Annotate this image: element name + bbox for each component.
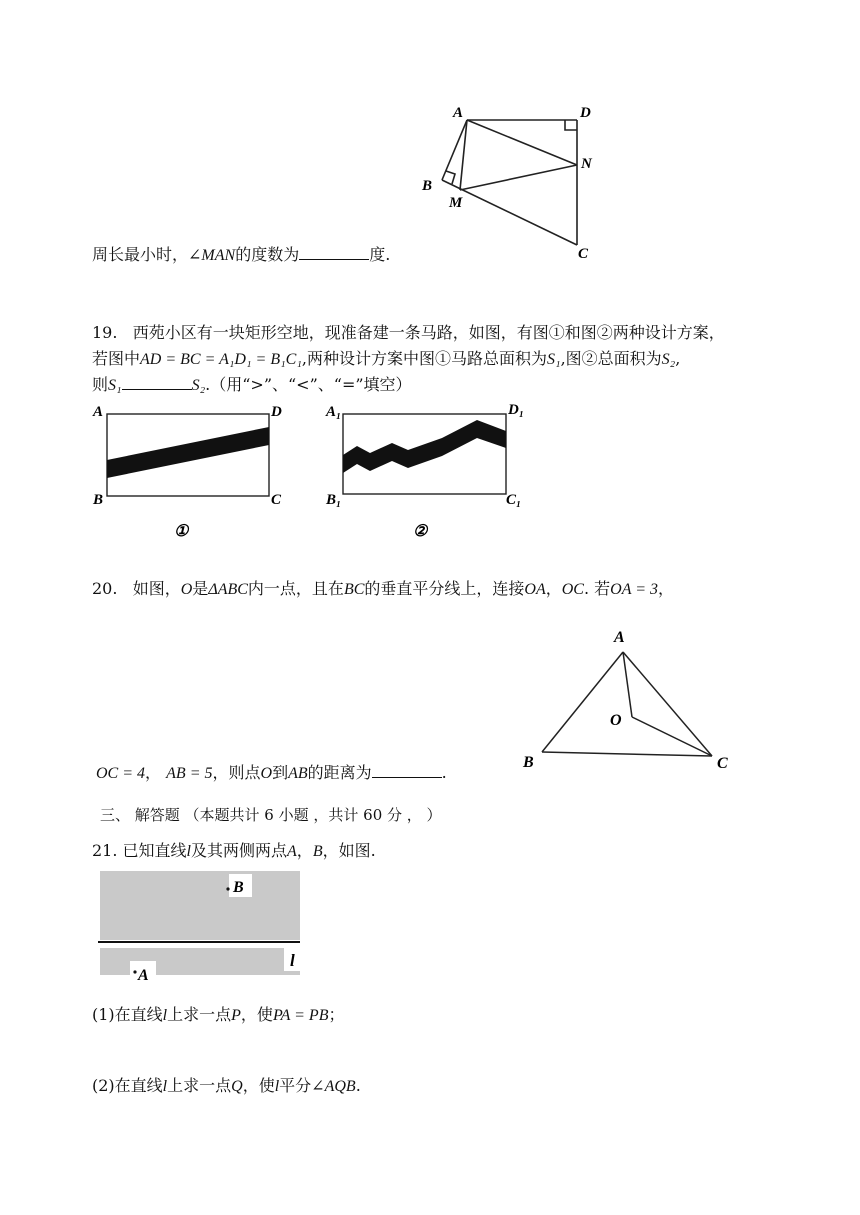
fig1-label-c: C: [271, 492, 282, 508]
q18-tail: 周长最小时，∠MAN的度数为 度.: [92, 245, 391, 264]
section-3-heading: 三、 解答题 （本题共计 6 小题 ，共计 60 分 ， ）: [100, 806, 442, 824]
q20-line2: OC = 4， AB = 5，则点O到AB的距离为 .: [96, 763, 447, 782]
answer-blank: [372, 763, 442, 778]
fig1-caption: ①: [174, 523, 189, 540]
fig1-label-b: B: [93, 492, 104, 508]
q20-label-c: C: [717, 755, 728, 772]
q20-label-a: A: [614, 629, 625, 646]
fig1-label-d: D: [271, 404, 282, 420]
q18-label-b: B: [422, 178, 433, 194]
q19-figure-2: [322, 400, 542, 540]
q19-line2: 若图中AD = BC = A₁D₁ = B₁C₁,两种设计方案中图①马路总面积为S₁,图②总面积为S₂,: [92, 349, 681, 368]
q19-line1: 19. 西苑小区有一块矩形空地，现准备建一条马路，如图，有图①和图②两种设计方案，: [92, 323, 725, 342]
fig2-caption: ②: [413, 523, 428, 540]
q19-figure-1: [90, 400, 290, 540]
q21-intro: 21. 已知直线l及其两侧两点A，B，如图.: [92, 841, 376, 860]
fig2-label-c1: C₁: [506, 492, 522, 508]
q18-label-a: A: [453, 105, 464, 121]
answer-blank: [122, 375, 192, 390]
q18-label-c: C: [578, 246, 589, 262]
q21-figure: [94, 868, 309, 983]
q21-label-l: l: [290, 951, 295, 970]
q18-label-n: N: [581, 156, 592, 172]
q21-part-2: (2)在直线l上求一点Q，使l平分∠AQB.: [92, 1076, 361, 1095]
q20-figure: [520, 622, 740, 772]
q18-figure: [415, 100, 605, 265]
fig2-label-d1: D₁: [508, 402, 525, 418]
fig1-label-a: A: [93, 404, 104, 420]
fig2-label-b1: B₁: [326, 492, 342, 508]
q20-line1: 20. 如图，O是ΔABC内一点，且在BC的垂直平分线上，连接OA，OC. 若OA = 3，: [92, 579, 675, 598]
q21-label-b: B: [233, 879, 244, 896]
q21-label-a: A: [138, 967, 149, 984]
fig2-label-a1: A₁: [326, 404, 342, 420]
answer-blank: [299, 245, 369, 260]
q18-label-m: M: [449, 195, 463, 211]
q19-line3: 则S₁ S₂.（用“>”、“<”、“=”填空）: [92, 375, 412, 394]
q18-label-d: D: [580, 105, 591, 121]
q20-label-b: B: [523, 754, 534, 771]
q20-label-o: O: [610, 712, 622, 729]
q21-part-1: (1)在直线l上求一点P，使PA = PB；: [92, 1005, 345, 1024]
